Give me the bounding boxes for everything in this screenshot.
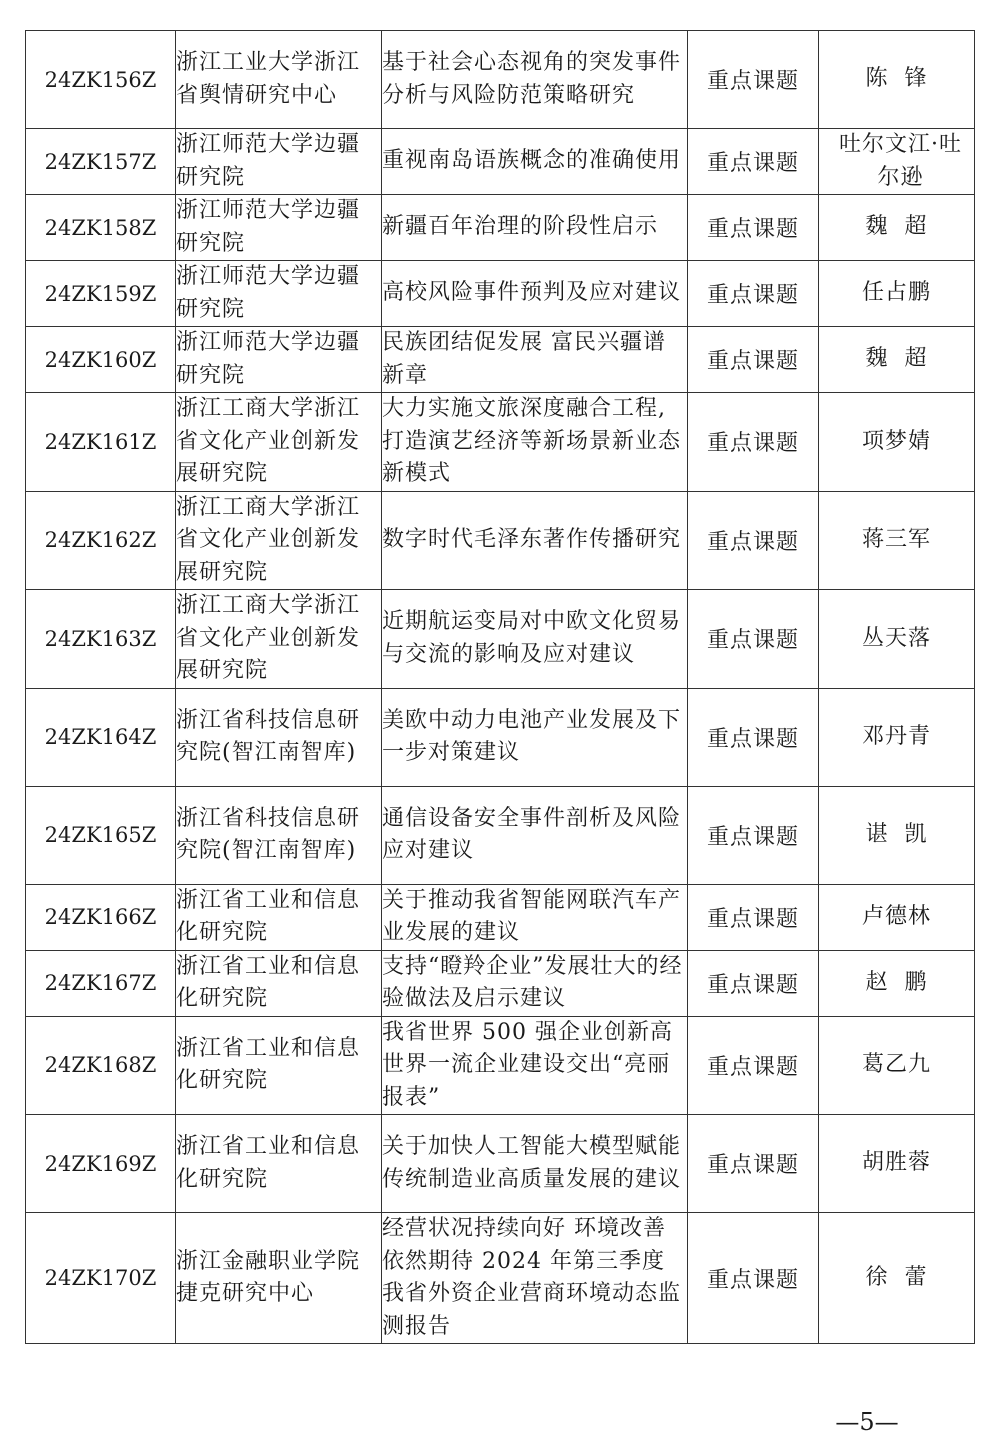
project-code: 24ZK164Z xyxy=(26,688,176,786)
principal-investigator: 卢德林 xyxy=(819,884,975,950)
institution-name: 浙江省工业和信息化研究院 xyxy=(176,884,382,950)
project-type: 重点课题 xyxy=(688,31,819,129)
principal-investigator: 葛乙九 xyxy=(819,1016,975,1115)
project-title: 新疆百年治理的阶段性启示 xyxy=(382,195,688,261)
table-row xyxy=(26,195,975,261)
table-row xyxy=(26,688,975,786)
project-type: 重点课题 xyxy=(688,950,819,1016)
institution-name: 浙江工商大学浙江省文化产业创新发展研究院 xyxy=(176,491,382,590)
project-code: 24ZK167Z xyxy=(26,950,176,1016)
principal-investigator: 蒋三军 xyxy=(819,491,975,590)
principal-investigator: 赵 鹏 xyxy=(819,950,975,1016)
institution-name: 浙江工商大学浙江省文化产业创新发展研究院 xyxy=(176,590,382,689)
project-code: 24ZK168Z xyxy=(26,1016,176,1115)
project-type: 重点课题 xyxy=(688,261,819,327)
project-title: 美欧中动力电池产业发展及下一步对策建议 xyxy=(382,688,688,786)
project-code: 24ZK160Z xyxy=(26,327,176,393)
project-type: 重点课题 xyxy=(688,129,819,195)
project-title: 关于加快人工智能大模型赋能传统制造业高质量发展的建议 xyxy=(382,1115,688,1213)
project-type: 重点课题 xyxy=(688,1115,819,1213)
table-row xyxy=(26,884,975,950)
project-code: 24ZK163Z xyxy=(26,590,176,689)
principal-investigator: 任占鹏 xyxy=(819,261,975,327)
project-type: 重点课题 xyxy=(688,884,819,950)
project-type: 重点课题 xyxy=(688,1213,819,1344)
institution-name: 浙江省科技信息研究院(智江南智库) xyxy=(176,786,382,884)
project-type: 重点课题 xyxy=(688,195,819,261)
project-code: 24ZK166Z xyxy=(26,884,176,950)
project-code: 24ZK156Z xyxy=(26,31,176,129)
table-row xyxy=(26,1016,975,1115)
institution-name: 浙江师范大学边疆研究院 xyxy=(176,261,382,327)
project-title: 关于推动我省智能网联汽车产业发展的建议 xyxy=(382,884,688,950)
table-row xyxy=(26,261,975,327)
project-code: 24ZK170Z xyxy=(26,1213,176,1344)
project-type: 重点课题 xyxy=(688,688,819,786)
project-title: 重视南岛语族概念的准确使用 xyxy=(382,129,688,195)
principal-investigator: 谌 凯 xyxy=(819,786,975,884)
project-code: 24ZK162Z xyxy=(26,491,176,590)
project-code: 24ZK169Z xyxy=(26,1115,176,1213)
principal-investigator: 魏 超 xyxy=(819,327,975,393)
table-row xyxy=(26,1213,975,1344)
principal-investigator: 丛天落 xyxy=(819,590,975,689)
institution-name: 浙江省工业和信息化研究院 xyxy=(176,1016,382,1115)
table-row xyxy=(26,950,975,1016)
project-type: 重点课题 xyxy=(688,491,819,590)
project-title: 民族团结促发展 富民兴疆谱新章 xyxy=(382,327,688,393)
table-row xyxy=(26,786,975,884)
project-type: 重点课题 xyxy=(688,590,819,689)
project-title: 数字时代毛泽东著作传播研究 xyxy=(382,491,688,590)
project-title: 基于社会心态视角的突发事件分析与风险防范策略研究 xyxy=(382,31,688,129)
table-row xyxy=(26,590,975,689)
project-type: 重点课题 xyxy=(688,327,819,393)
principal-investigator: 魏 超 xyxy=(819,195,975,261)
page-number: —5— xyxy=(835,1408,899,1436)
table-row xyxy=(26,491,975,590)
project-code: 24ZK158Z xyxy=(26,195,176,261)
institution-name: 浙江师范大学边疆研究院 xyxy=(176,129,382,195)
principal-investigator: 徐 蕾 xyxy=(819,1213,975,1344)
institution-name: 浙江工商大学浙江省文化产业创新发展研究院 xyxy=(176,393,382,492)
institution-name: 浙江工业大学浙江省舆情研究中心 xyxy=(176,31,382,129)
institution-name: 浙江省科技信息研究院(智江南智库) xyxy=(176,688,382,786)
project-table xyxy=(25,30,975,1344)
principal-investigator: 项梦婧 xyxy=(819,393,975,492)
project-type: 重点课题 xyxy=(688,786,819,884)
project-code: 24ZK157Z xyxy=(26,129,176,195)
project-code: 24ZK161Z xyxy=(26,393,176,492)
project-title: 大力实施文旅深度融合工程,打造演艺经济等新场景新业态新模式 xyxy=(382,393,688,492)
table-row xyxy=(26,1115,975,1213)
project-code: 24ZK159Z xyxy=(26,261,176,327)
institution-name: 浙江省工业和信息化研究院 xyxy=(176,950,382,1016)
project-title: 我省世界 500 强企业创新高 世界一流企业建设交出“亮丽报表” xyxy=(382,1016,688,1115)
institution-name: 浙江师范大学边疆研究院 xyxy=(176,195,382,261)
table-row xyxy=(26,129,975,195)
project-type: 重点课题 xyxy=(688,393,819,492)
project-title: 通信设备安全事件剖析及风险应对建议 xyxy=(382,786,688,884)
project-title: 近期航运变局对中欧文化贸易与交流的影响及应对建议 xyxy=(382,590,688,689)
project-title: 经营状况持续向好 环境改善依然期待 2024 年第三季度我省外资企业营商环境动态监测报告 xyxy=(382,1213,688,1344)
project-code: 24ZK165Z xyxy=(26,786,176,884)
table-row xyxy=(26,393,975,492)
project-title: 高校风险事件预判及应对建议 xyxy=(382,261,688,327)
table-row xyxy=(26,327,975,393)
principal-investigator: 邓丹青 xyxy=(819,688,975,786)
institution-name: 浙江师范大学边疆研究院 xyxy=(176,327,382,393)
institution-name: 浙江省工业和信息化研究院 xyxy=(176,1115,382,1213)
principal-investigator: 吐尔文江·吐尔逊 xyxy=(819,129,975,195)
project-type: 重点课题 xyxy=(688,1016,819,1115)
project-title: 支持“瞪羚企业”发展壮大的经验做法及启示建议 xyxy=(382,950,688,1016)
principal-investigator: 胡胜蓉 xyxy=(819,1115,975,1213)
table-row xyxy=(26,31,975,129)
institution-name: 浙江金融职业学院捷克研究中心 xyxy=(176,1213,382,1344)
principal-investigator: 陈 锋 xyxy=(819,31,975,129)
